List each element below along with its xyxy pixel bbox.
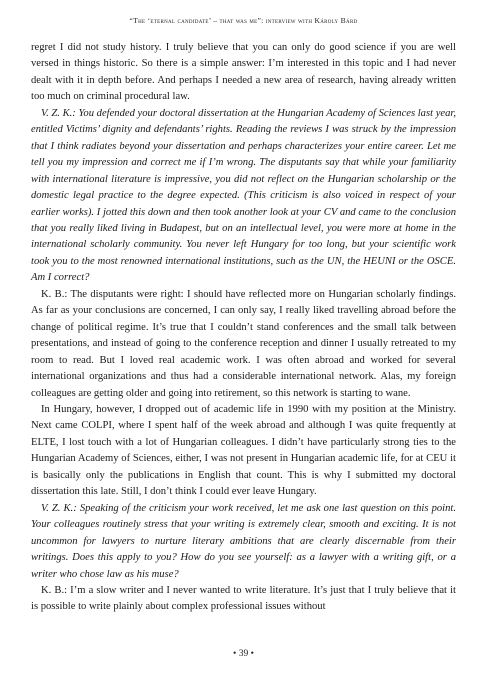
body-text bbox=[31, 40, 456, 616]
paragraph-answer: In Hungary, however, I dropped out of academic life in 1990 with my position at the Ministry. Next came COLPI, where I spent half of the week abroad and although I was quite frequently at ELTE, I lost touch with a lot of Hungarian colleagues. I didn’t have particularly strong ties to the Hungarian Academy of Sciences, either, I was not present in Hungarian academic life, for at CEU it is basically only the publications in English that count. This is why I submitted my doctoral dissertation this late. Still, I don’t think I could ever leave Hungary. bbox=[31, 403, 456, 498]
paragraph-answer: K. B.: I’m a slow writer and I never wanted to write literature. It’s just that I truly believe that it is possible to write plainly about complex professional issues without bbox=[31, 584, 456, 613]
paragraph-answer: K. B.: The disputants were right: I should have reflected more on Hungarian scholarly findings. As far as your conclusions are concerned, I can only say, I really liked travelling abroad before the change of political regime. It’s true that I couldn’t stand conferences and the small talk between presentations, and instead of going to the conference reception and dinner I usually retreated to my room to read. But I loved real academic work. I was often abroad and worked for several international organizations and thus had a considerable international network. Alas, my foreign colleagues are getting older and going into retirement, so this network is starting to wane. bbox=[31, 288, 456, 399]
running-head: “The ‘eternal candidate’ – that was me”: interview with Károly Bárd bbox=[129, 16, 358, 25]
paragraph-question: V. Z. K.: You defended your doctoral dissertation at the Hungarian Academy of Sciences last year, entitled Victims’ dignity and defendants’ rights. Reading the reviews I was struck by the impression that I think radiates beyond your dissertation and perhaps characterizes your entire career. Let me tell you my impression and correct me if I’m wrong. The disputants say that while your familiarity with international literature is impressive, you did not reflect on the Hungarian scholarship or the domestic legal practice to the degree expected. (This criticism is also voiced in respect of your earlier works). I jotted this down and then took another look at your CV and came to the conclusion that you really liked living in Budapest, but on an intellectual level, you were more at home in the international scholarly community. You never left Hungary for too long, but your scientific work took you to the most renowned international institutions, such as the UN, the HEUNI or the OSCE. Am I correct? bbox=[31, 107, 456, 284]
page-number: • 39 • bbox=[233, 649, 254, 659]
paragraph-answer-continued: regret I did not study history. I truly believe that you can only do good science if you are well versed in things historic. So there is a simple answer: I’m interested in this topic and I had never dealt with it in depth before. And perhaps I needed a new area of research, having already written too much on criminal procedural law. bbox=[31, 42, 456, 103]
paragraph-question: V. Z. K.: Speaking of the criticism your work received, let me ask one last question on this point. Your colleagues routinely stress that your writing is extremely clear, smooth and exciting. It is not uncommon for lawyers to nurture literary ambitions that are clearly discernable from their writings. Does this apply to you? How do you see yourself: as a lawyer with a writing gift, or a writer who chose law as his muse? bbox=[31, 502, 456, 580]
